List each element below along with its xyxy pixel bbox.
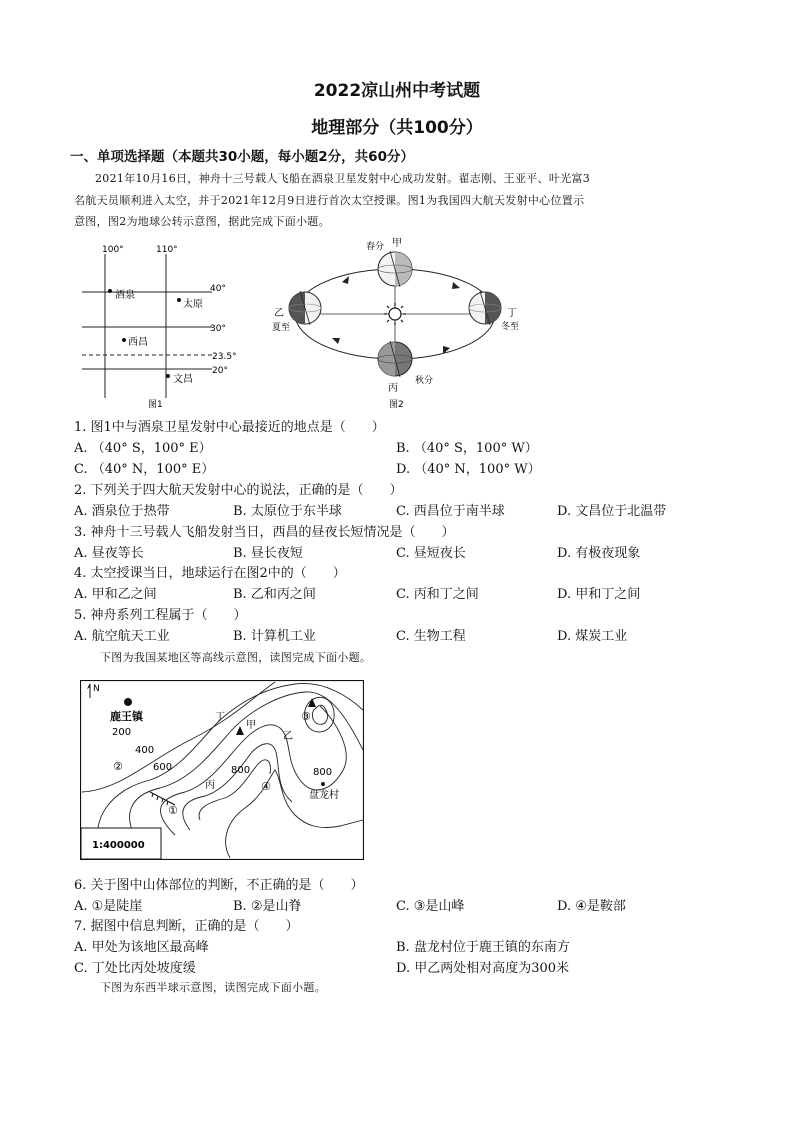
elev-600: 600 — [153, 762, 173, 773]
marker-3: ③ — [301, 710, 311, 723]
elev-200: 200 — [112, 727, 132, 738]
dot-wenchang — [166, 374, 170, 378]
earth-jia — [378, 251, 412, 287]
hemisphere-intro: 下图为东西半球示意图，读图完成下面小题。 — [100, 981, 326, 994]
term-dongzhi: 冬至 — [501, 322, 520, 332]
question-4-option-b[interactable]: B. 乙和丙之间 — [233, 587, 316, 602]
question-6-option-c[interactable]: C. ③是山峰 — [396, 899, 465, 914]
earth-bing — [378, 341, 412, 377]
pos-ding: 丁 — [507, 308, 517, 319]
question-5-stem: 5. 神舟系列工程属于（ ） — [74, 608, 247, 623]
question-1-option-d[interactable]: D. （40° N，100° W） — [396, 462, 541, 477]
question-3-option-c[interactable]: C. 昼短夜长 — [396, 546, 466, 561]
term-qiufen: 秋分 — [415, 376, 434, 386]
question-5-option-d[interactable]: D. 煤炭工业 — [557, 629, 628, 644]
marker-4: ④ — [261, 780, 271, 793]
pos-bing: 丙 — [388, 383, 398, 394]
question-2-stem: 2. 下列关于四大航天发射中心的说法，正确的是（ ） — [74, 483, 403, 498]
village-dot — [321, 782, 325, 786]
dot-xichang — [122, 338, 126, 342]
figure-2-earth-revolution — [258, 232, 528, 412]
point-yi: 乙 — [283, 731, 293, 742]
lat-label-20: 20° — [212, 366, 228, 376]
contour-intro: 下图为我国某地区等高线示意图，读图完成下面小题。 — [100, 651, 372, 664]
question-1-option-b[interactable]: B. （40° S，100° W） — [396, 441, 538, 456]
page-subtitle: 地理部分（共100分） — [311, 118, 483, 138]
question-5-option-a[interactable]: A. 航空航天工业 — [74, 629, 170, 644]
question-6-option-b[interactable]: B. ②是山脊 — [233, 899, 302, 914]
place-jiuquan: 酒泉 — [115, 290, 135, 301]
lat-label-30: 30° — [210, 324, 226, 334]
scale-label: 1:400000 — [92, 840, 145, 851]
elev-800-b: 800 — [313, 767, 333, 778]
question-3-stem: 3. 神舟十三号载人飞船发射当日，西昌的昼夜长短情况是（ ） — [74, 525, 455, 540]
intro-line-2: 名航天员顺利进入太空，并于2021年12月9日进行首次太空授课。图1为我国四大航天发射中心位置示 — [74, 194, 585, 207]
figure-1-caption: 图1 — [148, 400, 163, 410]
place-xichang: 西昌 — [128, 337, 148, 348]
intro-line-1: 2021年10月16日，神舟十三号载人飞船在酒泉卫星发射中心成功发射。翟志刚、王亚平、叶光富3 — [95, 172, 591, 185]
question-2-option-b[interactable]: B. 太原位于东半球 — [233, 504, 342, 519]
point-ding: 丁 — [215, 712, 225, 723]
question-5-option-c[interactable]: C. 生物工程 — [396, 629, 466, 644]
pos-jia: 甲 — [392, 238, 402, 249]
question-7-option-d[interactable]: D. 甲乙两处相对高度为300米 — [396, 961, 570, 976]
term-xiazhi: 夏至 — [272, 323, 291, 333]
intro-line-3: 意图，图2为地球公转示意图，据此完成下面小题。 — [74, 215, 330, 228]
question-6-option-d[interactable]: D. ④是鞍部 — [557, 899, 626, 914]
pos-yi: 乙 — [274, 308, 284, 319]
question-4-stem: 4. 太空授课当日，地球运行在图2中的（ ） — [74, 566, 346, 581]
question-4-option-d[interactable]: D. 甲和丁之间 — [557, 587, 641, 602]
marker-1: ① — [168, 804, 178, 817]
lat-label-40: 40° — [210, 284, 226, 294]
dot-taiyuan — [177, 298, 181, 302]
north-label: N — [93, 684, 100, 694]
village-label: 盘龙村 — [309, 790, 339, 801]
page-title: 2022凉山州中考试题 — [313, 81, 481, 101]
question-7-option-a[interactable]: A. 甲处为该地区最高峰 — [74, 940, 209, 955]
elev-800-a: 800 — [231, 765, 251, 776]
question-6-option-a[interactable]: A. ①是陡崖 — [74, 899, 143, 914]
question-1-stem: 1. 图1中与酒泉卫星发射中心最接近的地点是（ ） — [74, 420, 385, 435]
question-7-option-c[interactable]: C. 丁处比丙处坡度缓 — [74, 961, 196, 976]
point-bing: 丙 — [205, 780, 215, 791]
question-1-option-c[interactable]: C. （40° N，100° E） — [74, 462, 215, 477]
question-2-option-a[interactable]: A. 酒泉位于热带 — [74, 504, 170, 519]
question-2-option-c[interactable]: C. 西昌位于南半球 — [396, 504, 505, 519]
question-3-option-a[interactable]: A. 昼夜等长 — [74, 546, 144, 561]
earth-yi — [289, 291, 321, 325]
contour-map — [80, 680, 364, 860]
point-jia: 甲 — [246, 720, 256, 731]
question-4-option-a[interactable]: A. 甲和乙之间 — [74, 587, 157, 602]
lon-label-100: 100° — [102, 245, 124, 255]
question-3-option-d[interactable]: D. 有极夜现象 — [557, 546, 641, 561]
question-6-stem: 6. 关于图中山体部位的判断，不正确的是（ ） — [74, 878, 364, 893]
elev-400: 400 — [135, 745, 155, 756]
question-1-option-a[interactable]: A. （40° S，100° E） — [74, 441, 212, 456]
town-dot — [124, 698, 132, 706]
term-chunfen: 春分 — [366, 242, 385, 252]
question-2-option-d[interactable]: D. 文昌位于北温带 — [557, 504, 667, 519]
lon-label-110: 110° — [156, 245, 178, 255]
question-5-option-b[interactable]: B. 计算机工业 — [233, 629, 316, 644]
question-3-option-b[interactable]: B. 昼长夜短 — [233, 546, 303, 561]
question-7-option-b[interactable]: B. 盘龙村位于鹿王镇的东南方 — [396, 940, 570, 955]
question-7-stem: 7. 据图中信息判断，正确的是（ ） — [74, 919, 299, 934]
place-wenchang: 文昌 — [173, 374, 193, 385]
earth-ding — [469, 291, 501, 325]
question-4-option-c[interactable]: C. 丙和丁之间 — [396, 587, 479, 602]
place-taiyuan: 太原 — [183, 299, 203, 310]
dot-jiuquan — [108, 289, 112, 293]
marker-2: ② — [113, 760, 123, 773]
section-heading: 一、单项选择题（本题共30小题，每小题2分，共60分） — [70, 149, 414, 165]
lat-label-23-5: 23.5° — [212, 352, 237, 362]
figure-2-caption: 图2 — [389, 400, 404, 410]
figure-1-launch-centers — [74, 240, 244, 410]
town-label: 鹿王镇 — [110, 710, 143, 723]
